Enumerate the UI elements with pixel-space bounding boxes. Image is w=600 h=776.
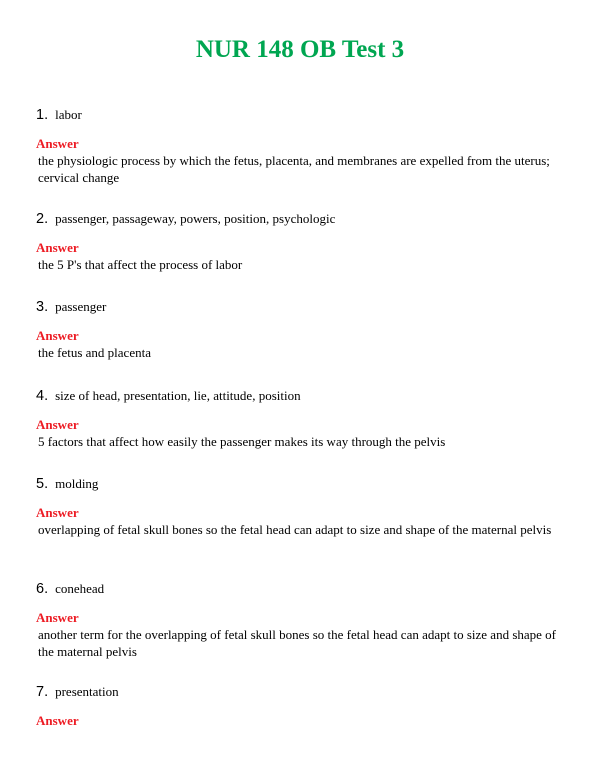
answer-definition: the fetus and placenta (38, 345, 151, 360)
answer-label: Answer (36, 417, 79, 432)
question-term: labor (55, 107, 82, 122)
question-term: presentation (55, 684, 119, 699)
answer-definition: the 5 P's that affect the process of labor (38, 257, 243, 272)
answer-label: Answer (36, 328, 79, 343)
question-line (36, 298, 566, 316)
qa-item (36, 683, 566, 729)
question-term: conehead (55, 581, 105, 596)
answer-label: Answer (36, 713, 79, 728)
question-line (36, 683, 566, 701)
question-term: passenger (55, 299, 107, 314)
qa-item (36, 106, 566, 186)
question-number: 4. (36, 388, 49, 404)
answer-label: Answer (36, 505, 79, 520)
question-number: 2. (36, 211, 49, 227)
question-term: size of head, presentation, lie, attitude, position (55, 388, 301, 403)
qa-item (36, 387, 566, 450)
answer-definition: the physiologic process by which the fetus, placenta, and membranes are expelled from the uterus; cervical change (38, 153, 550, 185)
answer-label: Answer (36, 240, 79, 255)
question-line (36, 106, 566, 124)
answer-label: Answer (36, 136, 79, 151)
question-line (36, 475, 566, 493)
question-number: 5. (36, 476, 49, 492)
question-line (36, 387, 566, 405)
answer-definition: overlapping of fetal skull bones so the fetal head can adapt to size and shape of the maternal pelvis (38, 522, 552, 537)
qa-item (36, 580, 566, 660)
question-number: 6. (36, 581, 49, 597)
question-number: 3. (36, 299, 49, 315)
qa-item (36, 298, 566, 361)
answer-definition: 5 factors that affect how easily the passenger makes its way through the pelvis (38, 434, 446, 449)
question-line (36, 580, 566, 598)
question-term: molding (55, 476, 99, 491)
document-title: NUR 148 OB Test 3 (195, 36, 405, 63)
question-line (36, 210, 566, 228)
question-term: passenger, passageway, powers, position, psychologic (55, 211, 336, 226)
qa-item (36, 475, 566, 538)
qa-item (36, 210, 566, 273)
answer-label: Answer (36, 610, 79, 625)
answer-definition: another term for the overlapping of fetal skull bones so the fetal head can adapt to size and shape of the maternal pelvis (38, 627, 557, 659)
question-number: 1. (36, 107, 49, 123)
question-number: 7. (36, 684, 49, 700)
